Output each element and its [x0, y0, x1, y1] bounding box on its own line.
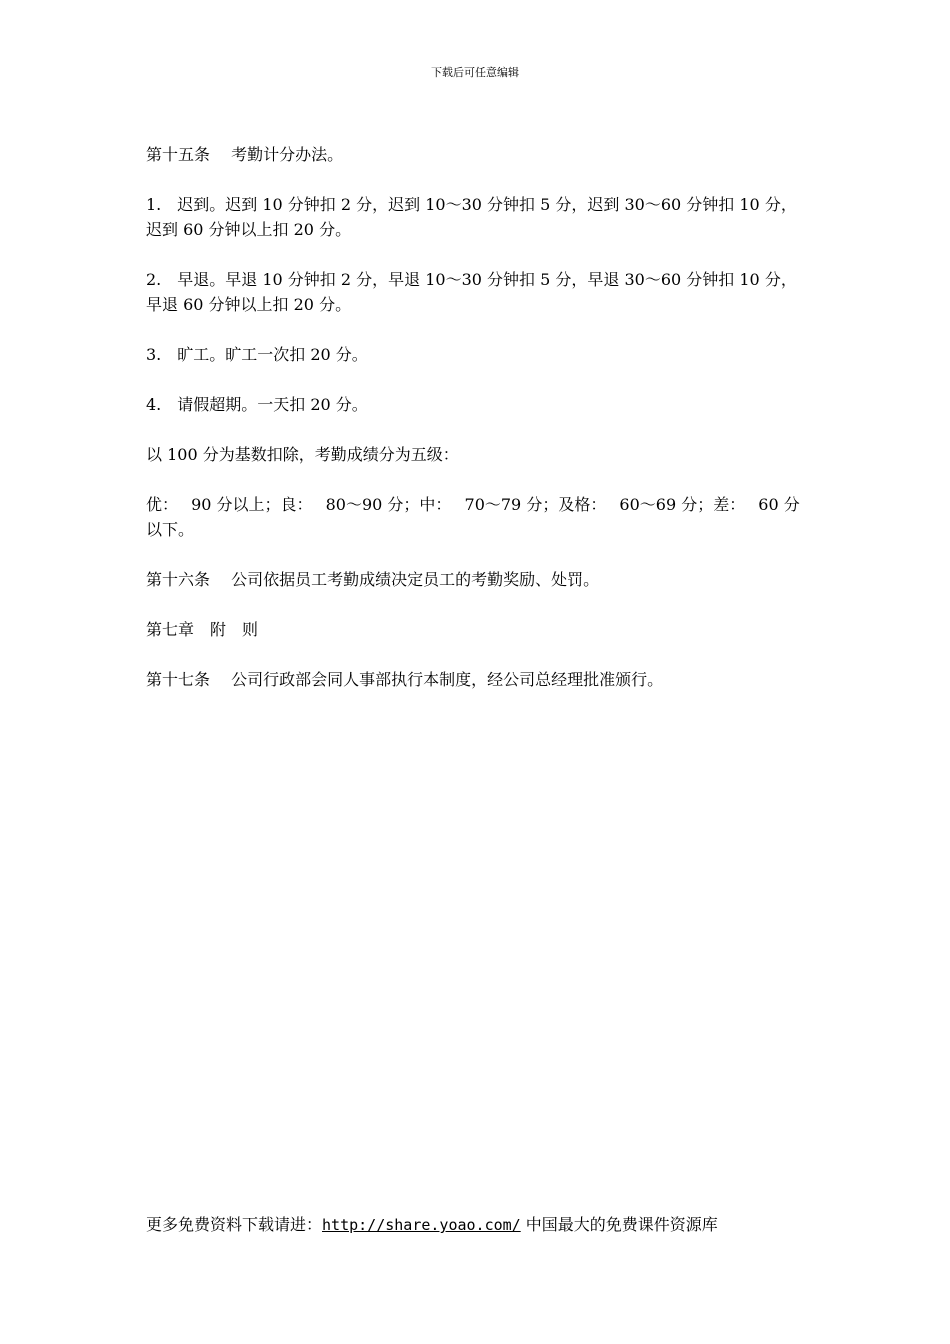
article-16-paragraph: 第十六条 公司依据员工考勤成绩决定员工的考勤奖励、处罚。 [146, 570, 600, 589]
chapter-7-heading: 第七章 附 则 [146, 620, 259, 639]
footer-prefix: 更多免费资料下载请进： [146, 1215, 323, 1234]
article-15-heading: 第十五条 考勤计分办法。 [146, 145, 344, 164]
rule-item-early-leave: 2. 早退。早退 10 分钟扣 2 分，早退 10～30 分钟扣 5 分，早退 30～60 分钟扣 10 分，早退 60 分钟以上扣 20 分。 [146, 270, 797, 314]
footer-link[interactable]: http://share.yoao.com/ [322, 1216, 521, 1234]
rule-item-leave-overdue: 4. 请假超期。一天扣 20 分。 [146, 395, 368, 414]
document-body [146, 142, 811, 717]
score-grades-paragraph: 优： 90 分以上；良： 80～90 分；中： 70～79 分；及格： 60～69 分；差： 60 分以下。 [146, 495, 800, 539]
score-base-paragraph: 以 100 分为基数扣除，考勤成绩分为五级： [146, 445, 459, 464]
footer-suffix: 中国最大的免费课件资源库 [520, 1215, 718, 1234]
rule-item-absence: 3. 旷工。旷工一次扣 20 分。 [146, 345, 368, 364]
page-footer [146, 1212, 846, 1238]
page-header: 下载后可任意编辑 [431, 66, 519, 79]
article-17-paragraph: 第十七条 公司行政部会同人事部执行本制度，经公司总经理批准颁行。 [146, 670, 664, 689]
rule-item-late: 1. 迟到。迟到 10 分钟扣 2 分，迟到 10～30 分钟扣 5 分，迟到 30～60 分钟扣 10 分，迟到 60 分钟以上扣 20 分。 [146, 195, 797, 239]
